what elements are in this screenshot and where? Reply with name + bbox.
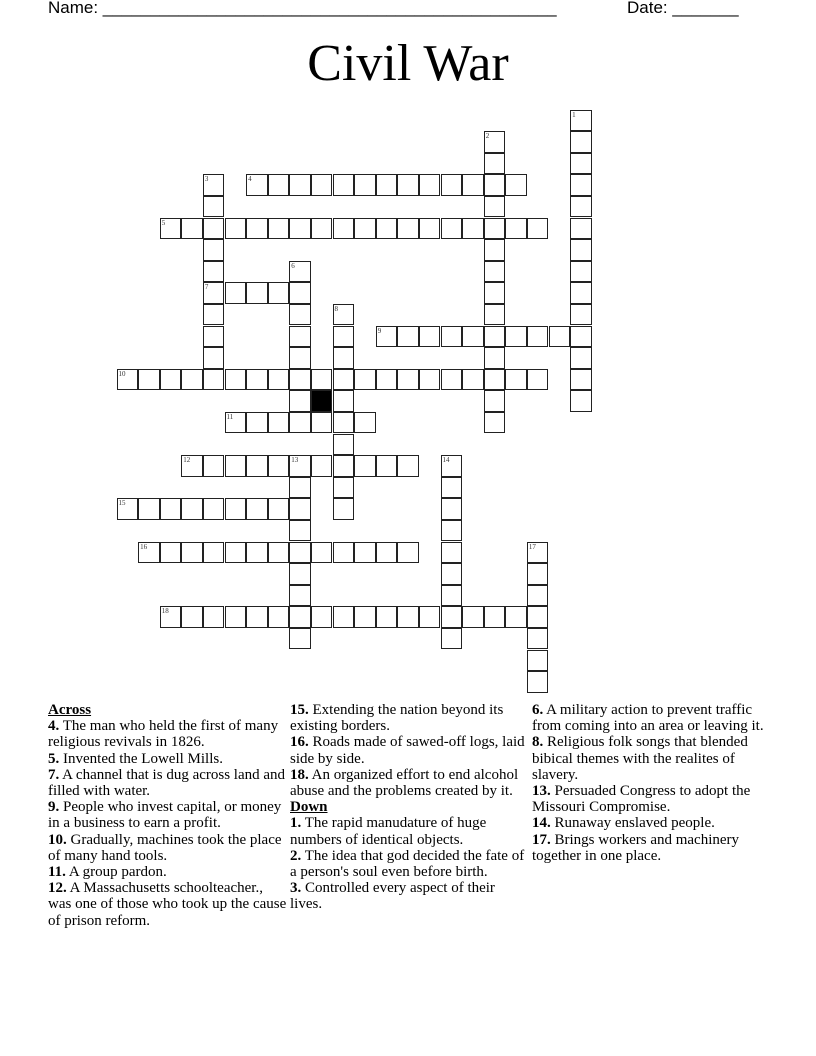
grid-cell[interactable] bbox=[181, 498, 203, 520]
clue-label: 13. bbox=[532, 783, 551, 800]
grid-cell[interactable] bbox=[225, 498, 247, 520]
grid-cell[interactable] bbox=[333, 390, 355, 412]
grid-cell[interactable] bbox=[311, 369, 333, 391]
grid-cell[interactable] bbox=[203, 239, 225, 261]
clue-number-14: 14 bbox=[442, 456, 450, 465]
clue-number-8: 8 bbox=[334, 304, 338, 313]
grid-cell[interactable] bbox=[354, 542, 376, 564]
grid-cell[interactable] bbox=[376, 174, 398, 196]
grid-cell[interactable] bbox=[268, 542, 290, 564]
grid-cell[interactable] bbox=[397, 542, 419, 564]
grid-cell[interactable] bbox=[570, 261, 592, 283]
grid-cell[interactable] bbox=[527, 628, 549, 650]
clue-text: People who invest capital, or money in a business to earn a profit. bbox=[48, 799, 282, 832]
clue-label: 17. bbox=[532, 831, 551, 848]
clue-label: 12. bbox=[48, 880, 67, 897]
grid-cell[interactable] bbox=[505, 218, 527, 240]
clue-across-11 bbox=[48, 864, 288, 880]
grid-cell[interactable] bbox=[203, 174, 225, 196]
clue-text: Religious folk songs that blended bibical themes with the realites of slavery. bbox=[532, 734, 748, 783]
clue-label: 3. bbox=[290, 880, 302, 897]
grid-cell[interactable] bbox=[289, 606, 311, 628]
clue-number-13: 13 bbox=[291, 456, 299, 465]
grid-cell[interactable] bbox=[462, 218, 484, 240]
grid-cell[interactable] bbox=[333, 218, 355, 240]
grid-cell[interactable] bbox=[311, 606, 333, 628]
grid-cell[interactable] bbox=[181, 542, 203, 564]
grid-cell[interactable] bbox=[441, 498, 463, 520]
clue-number-4: 4 bbox=[248, 175, 252, 184]
clue-across-16 bbox=[290, 734, 530, 766]
grid-cell[interactable] bbox=[225, 542, 247, 564]
grid-cell[interactable] bbox=[246, 455, 268, 477]
grid-cell[interactable] bbox=[333, 498, 355, 520]
clue-label: 15. bbox=[290, 702, 309, 718]
grid-cell[interactable] bbox=[203, 282, 225, 304]
across-heading: Across bbox=[48, 702, 92, 718]
grid-cell[interactable] bbox=[203, 218, 225, 240]
page-title: Civil War bbox=[307, 35, 509, 92]
grid-cell[interactable] bbox=[268, 498, 290, 520]
clue-text: Persuaded Congress to adopt the Missouri Compromise. bbox=[532, 783, 751, 816]
clue-label: 7. bbox=[48, 766, 60, 783]
clue-label: 18. bbox=[290, 766, 309, 783]
grid-cell[interactable] bbox=[246, 498, 268, 520]
clue-label: 2. bbox=[290, 847, 302, 864]
grid-cell[interactable] bbox=[225, 369, 247, 391]
grid-cell[interactable] bbox=[397, 369, 419, 391]
grid-cell[interactable] bbox=[289, 542, 311, 564]
grid-cell[interactable] bbox=[246, 282, 268, 304]
grid-cell[interactable] bbox=[376, 606, 398, 628]
grid-cell[interactable] bbox=[333, 347, 355, 369]
grid-cell[interactable] bbox=[333, 606, 355, 628]
grid-cell[interactable] bbox=[268, 282, 290, 304]
grid-cell[interactable] bbox=[246, 174, 268, 196]
grid-cell[interactable] bbox=[354, 369, 376, 391]
clue-label: 16. bbox=[290, 734, 309, 751]
clue-text: A Massachusetts schoolteacher., was one of those who took up the cause of prison reform. bbox=[48, 880, 287, 929]
clue-down-13 bbox=[532, 783, 772, 815]
clue-number-17: 17 bbox=[528, 542, 536, 551]
grid-cell[interactable] bbox=[246, 412, 268, 434]
clue-number-15: 15 bbox=[118, 499, 126, 508]
grid-cell[interactable] bbox=[441, 628, 463, 650]
grid-cell[interactable] bbox=[333, 304, 355, 326]
grid-cell[interactable] bbox=[376, 369, 398, 391]
grid-cell[interactable] bbox=[505, 369, 527, 391]
grid-cell[interactable] bbox=[311, 412, 333, 434]
grid-cell[interactable] bbox=[570, 196, 592, 218]
grid-cell[interactable] bbox=[354, 455, 376, 477]
grid-cell[interactable] bbox=[505, 606, 527, 628]
grid-cell[interactable] bbox=[203, 606, 225, 628]
grid-cell[interactable] bbox=[397, 606, 419, 628]
grid-cell[interactable] bbox=[160, 606, 182, 628]
grid-cell[interactable] bbox=[311, 174, 333, 196]
clue-text: An organized effort to end alcohol abuse and the problems created by it. bbox=[290, 766, 519, 800]
grid-cell[interactable] bbox=[570, 304, 592, 326]
grid-cell[interactable] bbox=[203, 304, 225, 326]
grid-cell[interactable] bbox=[570, 369, 592, 391]
clue-across-10 bbox=[48, 832, 288, 864]
grid-cell[interactable] bbox=[246, 218, 268, 240]
grid-cell[interactable] bbox=[462, 326, 484, 348]
clue-number-5: 5 bbox=[161, 218, 166, 227]
grid-cell[interactable] bbox=[462, 369, 484, 391]
grid-cell[interactable] bbox=[138, 542, 160, 564]
grid-cell[interactable] bbox=[268, 455, 290, 477]
grid-cell[interactable] bbox=[246, 542, 268, 564]
grid-cell[interactable] bbox=[570, 110, 592, 132]
grid-cell[interactable] bbox=[441, 520, 463, 542]
clue-number-3: 3 bbox=[204, 175, 209, 184]
grid-cell[interactable] bbox=[354, 412, 376, 434]
grid-cell[interactable] bbox=[225, 218, 247, 240]
grid-cell[interactable] bbox=[527, 671, 549, 693]
grid-cell[interactable] bbox=[354, 606, 376, 628]
clue-text: The idea that god decided the fate of a person's soul even before birth. bbox=[290, 847, 525, 881]
clue-label: 5. bbox=[48, 750, 60, 767]
grid-cell[interactable] bbox=[268, 218, 290, 240]
clue-text: The rapid manudature of huge numbers of identical objects. bbox=[290, 815, 487, 848]
clue-text: A military action to prevent traffic from coming into an area or leaving it. bbox=[532, 702, 764, 735]
grid-cell[interactable] bbox=[333, 455, 355, 477]
grid-cell[interactable] bbox=[397, 174, 419, 196]
clue-text: Extending the nation beyond its existing borders. bbox=[290, 702, 504, 735]
down-heading: Down bbox=[290, 799, 328, 816]
grid-cell[interactable] bbox=[289, 304, 311, 326]
grid-cell[interactable] bbox=[225, 606, 247, 628]
grid-cell[interactable] bbox=[441, 369, 463, 391]
grid-cell[interactable] bbox=[289, 628, 311, 650]
clue-across-15 bbox=[290, 702, 530, 734]
grid-cell[interactable] bbox=[160, 498, 182, 520]
clue-text: Roads made of sawed-off logs, laid side by side. bbox=[290, 734, 525, 767]
clue-number-7: 7 bbox=[204, 283, 209, 292]
grid-cell[interactable] bbox=[354, 174, 376, 196]
grid-cell[interactable] bbox=[268, 412, 290, 434]
grid-cell[interactable] bbox=[441, 218, 463, 240]
clue-across-12 bbox=[48, 880, 288, 929]
grid-cell[interactable] bbox=[289, 455, 311, 477]
grid-cell[interactable] bbox=[181, 606, 203, 628]
grid-cell[interactable] bbox=[333, 369, 355, 391]
clue-number-6: 6 bbox=[291, 261, 295, 270]
clue-text: Controlled every aspect of their lives. bbox=[290, 880, 495, 913]
grid-cell[interactable] bbox=[268, 606, 290, 628]
grid-cell[interactable] bbox=[570, 326, 592, 348]
grid-cell[interactable] bbox=[203, 369, 225, 391]
grid-cell[interactable] bbox=[376, 218, 398, 240]
grid-cell[interactable] bbox=[484, 390, 506, 412]
grid-cell[interactable] bbox=[441, 174, 463, 196]
clue-text: Invented the Lowell Mills. bbox=[59, 750, 223, 767]
grid-cell[interactable] bbox=[527, 326, 549, 348]
grid-cell[interactable] bbox=[441, 585, 463, 607]
grid-cell[interactable] bbox=[333, 412, 355, 434]
clue-label: 6. bbox=[532, 702, 544, 718]
grid-cell[interactable] bbox=[397, 455, 419, 477]
grid-cell[interactable] bbox=[333, 434, 355, 456]
grid-cell[interactable] bbox=[484, 304, 506, 326]
grid-cell[interactable] bbox=[484, 174, 506, 196]
grid-cell[interactable] bbox=[484, 261, 506, 283]
clue-label: 11. bbox=[48, 864, 66, 881]
clue-down-14 bbox=[532, 815, 772, 831]
grid-cell[interactable] bbox=[570, 347, 592, 369]
grid-cell[interactable] bbox=[570, 153, 592, 175]
grid-cell[interactable] bbox=[333, 174, 355, 196]
grid-cell[interactable] bbox=[181, 369, 203, 391]
grid-cell[interactable] bbox=[484, 153, 506, 175]
clue-across-18 bbox=[290, 767, 530, 799]
grid-cell[interactable] bbox=[397, 218, 419, 240]
clue-label: 1. bbox=[290, 815, 302, 832]
grid-cell[interactable] bbox=[203, 326, 225, 348]
grid-cell[interactable] bbox=[397, 326, 419, 348]
grid-cell[interactable] bbox=[333, 477, 355, 499]
clue-down-3 bbox=[290, 880, 530, 912]
clues-column-3 bbox=[532, 702, 772, 864]
grid-cell[interactable] bbox=[333, 326, 355, 348]
clue-number-2: 2 bbox=[485, 132, 490, 141]
grid-cell[interactable] bbox=[419, 606, 441, 628]
grid-cell[interactable] bbox=[484, 326, 506, 348]
clue-down-8 bbox=[532, 734, 772, 783]
grid-cell[interactable] bbox=[311, 455, 333, 477]
grid-cell[interactable] bbox=[289, 498, 311, 520]
grid-cell[interactable] bbox=[181, 455, 203, 477]
grid-cell[interactable] bbox=[570, 390, 592, 412]
clue-label: 4. bbox=[48, 718, 60, 735]
clue-across-7 bbox=[48, 767, 288, 799]
clue-number-11: 11 bbox=[226, 412, 234, 421]
grid-cell[interactable] bbox=[246, 606, 268, 628]
clue-label: 14. bbox=[532, 815, 551, 832]
clues-column-1 bbox=[48, 702, 288, 929]
grid-cell[interactable] bbox=[117, 369, 139, 391]
grid-cell[interactable] bbox=[289, 412, 311, 434]
grid-cell[interactable] bbox=[289, 520, 311, 542]
grid-cell[interactable] bbox=[268, 174, 290, 196]
clue-label: 8. bbox=[532, 734, 544, 751]
grid-cell[interactable] bbox=[225, 412, 247, 434]
grid-cell[interactable] bbox=[484, 606, 506, 628]
clue-across-9 bbox=[48, 799, 288, 831]
grid-cell[interactable] bbox=[376, 542, 398, 564]
grid-cell[interactable] bbox=[484, 282, 506, 304]
grid-cell[interactable] bbox=[527, 585, 549, 607]
grid-cell[interactable] bbox=[441, 563, 463, 585]
clue-across-5 bbox=[48, 751, 288, 767]
grid-cell[interactable] bbox=[289, 563, 311, 585]
clue-number-16: 16 bbox=[140, 542, 148, 551]
grid-cell[interactable] bbox=[570, 282, 592, 304]
grid-cell[interactable] bbox=[527, 606, 549, 628]
grid-cell[interactable] bbox=[160, 218, 182, 240]
grid-cell[interactable] bbox=[419, 369, 441, 391]
black-cell bbox=[311, 390, 333, 412]
grid-cell[interactable] bbox=[549, 326, 571, 348]
grid-cell[interactable] bbox=[289, 585, 311, 607]
clue-text: The man who held the first of many religious revivals in 1826. bbox=[48, 718, 279, 751]
grid-cell[interactable] bbox=[484, 412, 506, 434]
clue-text: A channel that is dug across land and filled with water. bbox=[48, 766, 286, 800]
grid-cell[interactable] bbox=[138, 498, 160, 520]
grid-cell[interactable] bbox=[484, 196, 506, 218]
grid-cell[interactable] bbox=[311, 218, 333, 240]
grid-cell[interactable] bbox=[484, 218, 506, 240]
grid-cell[interactable] bbox=[333, 542, 355, 564]
grid-cell[interactable] bbox=[527, 650, 549, 672]
clue-number-9: 9 bbox=[377, 326, 382, 335]
clue-text: A group pardon. bbox=[65, 864, 167, 881]
clue-down-1 bbox=[290, 815, 530, 847]
grid-cell[interactable] bbox=[376, 455, 398, 477]
grid-cell[interactable] bbox=[462, 606, 484, 628]
grid-cell[interactable] bbox=[484, 131, 506, 153]
grid-cell[interactable] bbox=[289, 282, 311, 304]
clue-number-1: 1 bbox=[572, 110, 576, 119]
grid-cell[interactable] bbox=[311, 542, 333, 564]
grid-cell[interactable] bbox=[527, 542, 549, 564]
crossword-grid bbox=[117, 110, 617, 700]
grid-cell[interactable] bbox=[419, 326, 441, 348]
grid-cell[interactable] bbox=[160, 542, 182, 564]
grid-cell[interactable] bbox=[289, 369, 311, 391]
clue-down-2 bbox=[290, 848, 530, 880]
grid-cell[interactable] bbox=[570, 239, 592, 261]
grid-cell[interactable] bbox=[527, 218, 549, 240]
grid-cell[interactable] bbox=[419, 218, 441, 240]
grid-cell[interactable] bbox=[505, 326, 527, 348]
grid-cell[interactable] bbox=[462, 174, 484, 196]
clue-text: Brings workers and machinery together in one place. bbox=[532, 831, 740, 864]
grid-cell[interactable] bbox=[203, 455, 225, 477]
grid-cell[interactable] bbox=[484, 369, 506, 391]
grid-cell[interactable] bbox=[570, 218, 592, 240]
grid-cell[interactable] bbox=[203, 498, 225, 520]
grid-cell[interactable] bbox=[246, 369, 268, 391]
grid-cell[interactable] bbox=[289, 174, 311, 196]
grid-cell[interactable] bbox=[268, 369, 290, 391]
grid-cell[interactable] bbox=[289, 218, 311, 240]
grid-cell[interactable] bbox=[203, 196, 225, 218]
grid-cell[interactable] bbox=[354, 218, 376, 240]
grid-cell[interactable] bbox=[527, 563, 549, 585]
grid-cell[interactable] bbox=[203, 542, 225, 564]
grid-cell[interactable] bbox=[160, 369, 182, 391]
grid-cell[interactable] bbox=[441, 477, 463, 499]
grid-cell[interactable] bbox=[419, 174, 441, 196]
grid-cell[interactable] bbox=[505, 174, 527, 196]
clue-across-4 bbox=[48, 718, 288, 750]
grid-cell[interactable] bbox=[376, 326, 398, 348]
clue-down-17 bbox=[532, 832, 772, 864]
date-field[interactable]: Date: _______ bbox=[627, 0, 739, 17]
grid-cell[interactable] bbox=[441, 455, 463, 477]
grid-cell[interactable] bbox=[203, 347, 225, 369]
grid-cell[interactable] bbox=[289, 390, 311, 412]
clue-number-12: 12 bbox=[183, 456, 191, 465]
grid-cell[interactable] bbox=[181, 218, 203, 240]
grid-cell[interactable] bbox=[570, 131, 592, 153]
grid-cell[interactable] bbox=[225, 455, 247, 477]
grid-cell[interactable] bbox=[570, 174, 592, 196]
clue-text: Runaway enslaved people. bbox=[550, 815, 715, 832]
grid-cell[interactable] bbox=[484, 239, 506, 261]
grid-cell[interactable] bbox=[117, 498, 139, 520]
grid-cell[interactable] bbox=[289, 326, 311, 348]
grid-cell[interactable] bbox=[289, 477, 311, 499]
name-field[interactable]: Name: ________________________________________________ bbox=[48, 0, 557, 17]
clue-text: Gradually, machines took the place of many hand tools. bbox=[48, 831, 282, 864]
grid-cell[interactable] bbox=[441, 542, 463, 564]
clue-label: 9. bbox=[48, 799, 60, 816]
grid-cell[interactable] bbox=[138, 369, 160, 391]
grid-cell[interactable] bbox=[203, 261, 225, 283]
grid-cell[interactable] bbox=[484, 347, 506, 369]
grid-cell[interactable] bbox=[289, 261, 311, 283]
grid-cell[interactable] bbox=[441, 326, 463, 348]
grid-cell[interactable] bbox=[289, 347, 311, 369]
clue-label: 10. bbox=[48, 831, 67, 848]
clue-down-6 bbox=[532, 702, 772, 734]
clue-number-18: 18 bbox=[161, 607, 169, 616]
grid-cell[interactable] bbox=[225, 282, 247, 304]
clue-number-10: 10 bbox=[118, 369, 126, 378]
grid-cell[interactable] bbox=[527, 369, 549, 391]
grid-cell[interactable] bbox=[441, 606, 463, 628]
clues-column-2 bbox=[290, 702, 530, 913]
